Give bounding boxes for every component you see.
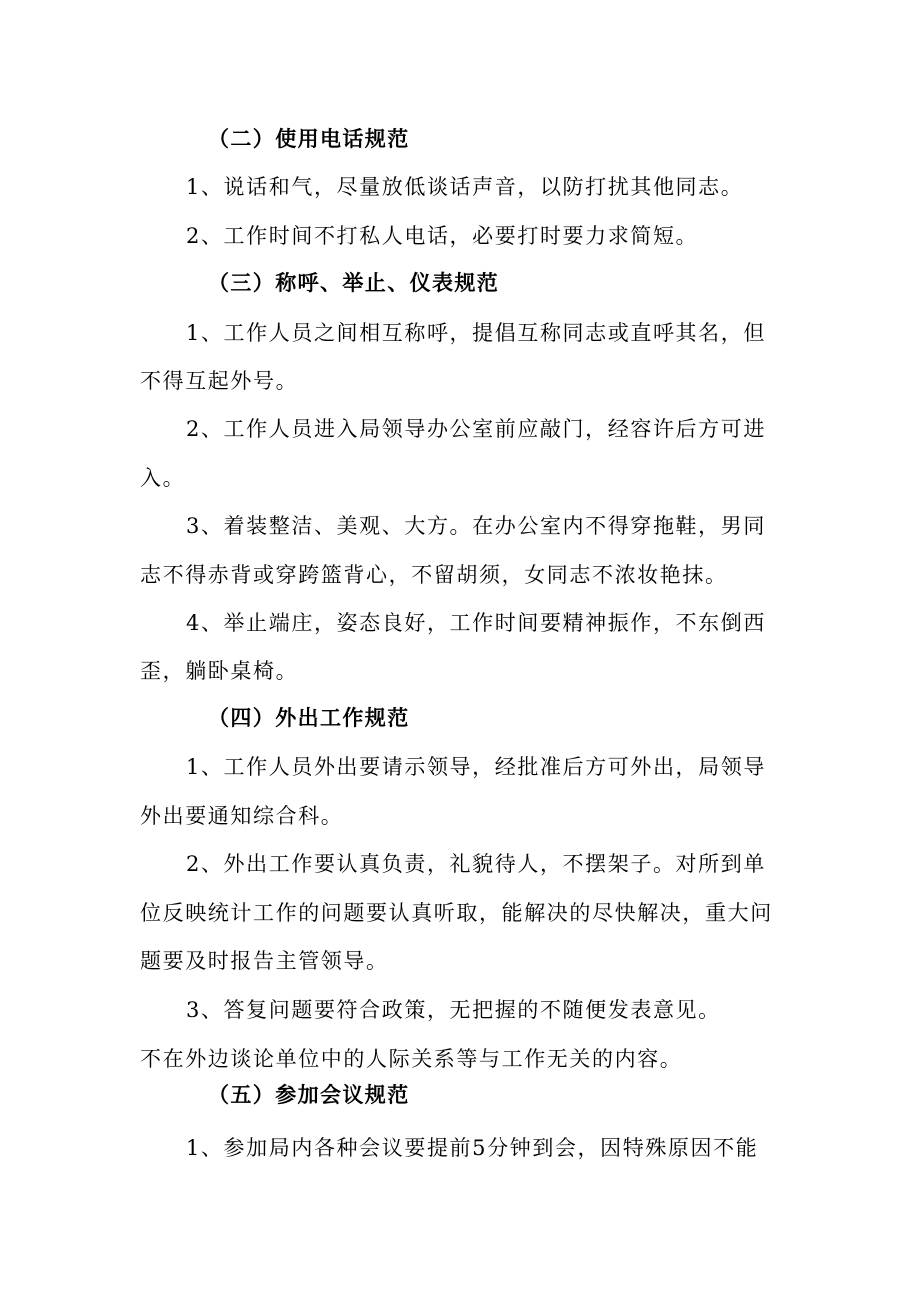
paragraph-line: 歪，躺卧桌椅。: [140, 659, 299, 683]
paragraph-line: 3、答复问题要符合政策，无把握的不随便发表意见。: [186, 998, 721, 1022]
paragraph-line: 不在外边谈论单位中的人际关系等与工作无关的内容。: [140, 1047, 683, 1071]
section-heading-manners: （三）称呼、举止、仪表规范: [208, 270, 500, 295]
paragraph-line: 位反映统计工作的问题要认真听取，能解决的尽快解决，重大问: [140, 901, 773, 925]
paragraph-line: 2、工作时间不打私人电话，必要打时要力求简短。: [186, 224, 699, 248]
paragraph-line: 题要及时报告主管领导。: [140, 949, 389, 973]
paragraph-line: 入。: [140, 466, 186, 490]
paragraph-line: 1、工作人员外出要请示领导，经批准后方可外出，局领导: [186, 755, 766, 779]
paragraph-line: 3、着装整洁、美观、大方。在办公室内不得穿拖鞋，男同: [186, 514, 766, 538]
paragraph-line: 不得互起外号。: [140, 369, 299, 393]
section-heading-outside-work: （四）外出工作规范: [208, 705, 410, 730]
paragraph-line: 志不得赤背或穿跨篮背心，不留胡须，女同志不浓妆艳抹。: [140, 563, 728, 587]
paragraph-line: 1、工作人员之间相互称呼，提倡互称同志或直呼其名，但: [186, 321, 766, 345]
section-heading-phone: （二）使用电话规范: [208, 126, 410, 151]
paragraph-line: 2、工作人员进入局领导办公室前应敲门，经容许后方可进: [186, 417, 766, 441]
paragraph-line: 外出要通知综合科。: [140, 804, 344, 828]
paragraph-line: 2、外出工作要认真负责，礼貌待人，不摆架子。对所到单: [186, 852, 766, 876]
section-heading-meetings: （五）参加会议规范: [208, 1082, 410, 1107]
paragraph-line: 4、举止端庄，姿态良好，工作时间要精神振作，不东倒西: [186, 611, 766, 635]
paragraph-line: 1、说话和气，尽量放低谈话声音，以防打扰其他同志。: [186, 175, 744, 199]
paragraph-line: 1、参加局内各种会议要提前5分钟到会，因特殊原因不能: [186, 1136, 759, 1160]
